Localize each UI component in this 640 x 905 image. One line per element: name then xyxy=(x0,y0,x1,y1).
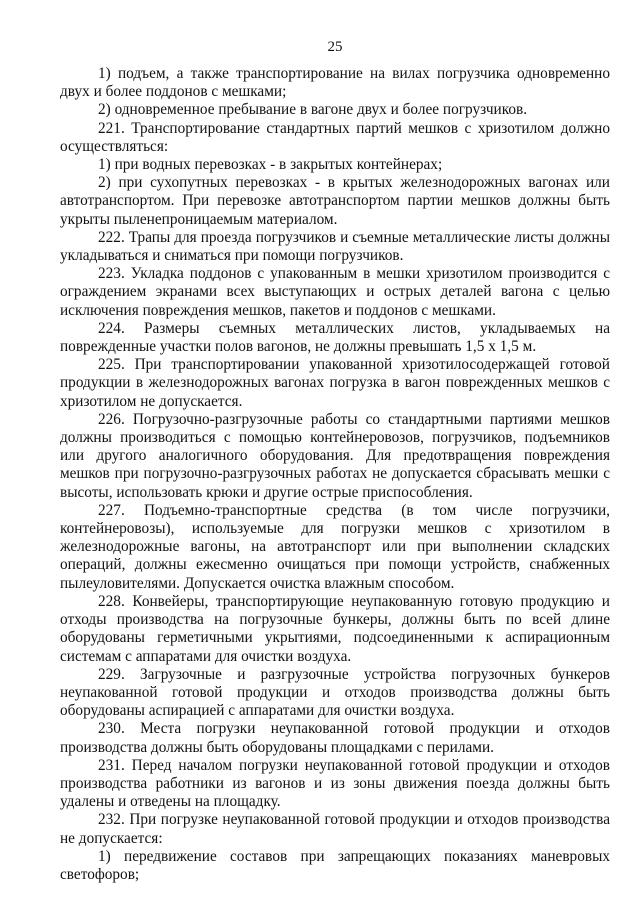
page-number: 25 xyxy=(327,39,343,55)
paragraph-231: 231. Перед началом погрузки неупакованной готовой продукции и отходов производства работники из вагонов и из зоны движения поезда должны быть удалены и отведены на площадку. xyxy=(60,756,610,811)
paragraph-221: 221. Транспортирование стандартных партий мешков с хризотилом должно осуществляться: xyxy=(60,119,610,155)
paragraph-232-item-1: 1) передвижение составов при запрещающих показаниях маневровых светофоров; xyxy=(60,847,610,883)
paragraph-221-item-1: 1) при водных перевозках - в закрытых контейнерах; xyxy=(98,156,443,174)
paragraph-item-1: 1) подъем, а также транспортирование на вилах погрузчика одновременно двух и более поддонов с мешками; xyxy=(60,65,610,101)
paragraph-225: 225. При транспортировании упакованной хризотилосодержащей готовой продукции в железнодорожных вагонах погрузка в вагон поврежденных мешков с хризотилом не допускается. xyxy=(60,356,610,410)
paragraph-222: 222. Трапы для проезда погрузчиков и съемные металлические листы должны укладываться и сниматься при помощи погрузчиков. xyxy=(60,228,610,265)
paragraph-226: 226. Погрузочно-разгрузочные работы со стандартными партиями мешков должны производиться с помощью контейнеровозов, погрузчиков, подъемников или другого аналогичного оборудования. Для предотвращения повреждения мешков при погрузочно-разгрузочных работах не допускается сбрасывать мешки с высоты, использовать крюки и другие острые приспособления. xyxy=(60,410,610,501)
document-page xyxy=(60,38,610,884)
paragraph-232: 232. При погрузке неупакованной готовой продукции и отходов производства не допускается: xyxy=(60,811,610,847)
paragraph-227: 227. Подъемно-транспортные средства (в том числе погрузчики, контейнеровозы), используемые для погрузки мешков с хризотилом в железнодорожные вагоны, на автотранспорт или при выполнении складских операций, должны ежесменно очищаться при помощи устройств, снабженных пылеуловителями. Допускается очистка влажным способом. xyxy=(60,501,610,592)
paragraph-221-item-2: 2) при сухопутных перевозках - в крытых железнодорожных вагонах или автотранспортом. При перевозке автотранспортом партии мешков должны быть укрыты пыленепроницаемым материалом. xyxy=(60,174,610,228)
paragraph-229: 229. Загрузочные и разгрузочные устройства погрузочных бункеров неупакованной готовой продукции и отходов производства должны быть оборудованы аспирацией с аппаратами для очистки воздуха. xyxy=(60,665,610,720)
paragraph-224: 224. Размеры съемных металлических листов, укладываемых на поврежденные участки полов вагонов, не должны превышать 1,5 х 1,5 м. xyxy=(60,319,610,356)
paragraph-item-2: 2) одновременное пребывание в вагоне двух и более погрузчиков. xyxy=(98,101,528,119)
paragraph-228: 228. Конвейеры, транспортирующие неупакованную готовую продукцию и отходы производства на погрузочные бункеры, должны быть по всей длине оборудованы герметичными укрытиями, подсоединенными к аспирационным системам с аппаратами для очистки воздуха. xyxy=(60,592,610,665)
paragraph-230: 230. Места погрузки неупакованной готовой продукции и отходов производства должны быть оборудованы площадками с перилами. xyxy=(60,720,610,756)
paragraph-223: 223. Укладка поддонов с упакованным в мешки хризотилом производится с ограждением экранами всех выступающих и острых деталей вагона с целью исключения повреждения мешков, пакетов и поддонов с мешками. xyxy=(60,265,610,319)
